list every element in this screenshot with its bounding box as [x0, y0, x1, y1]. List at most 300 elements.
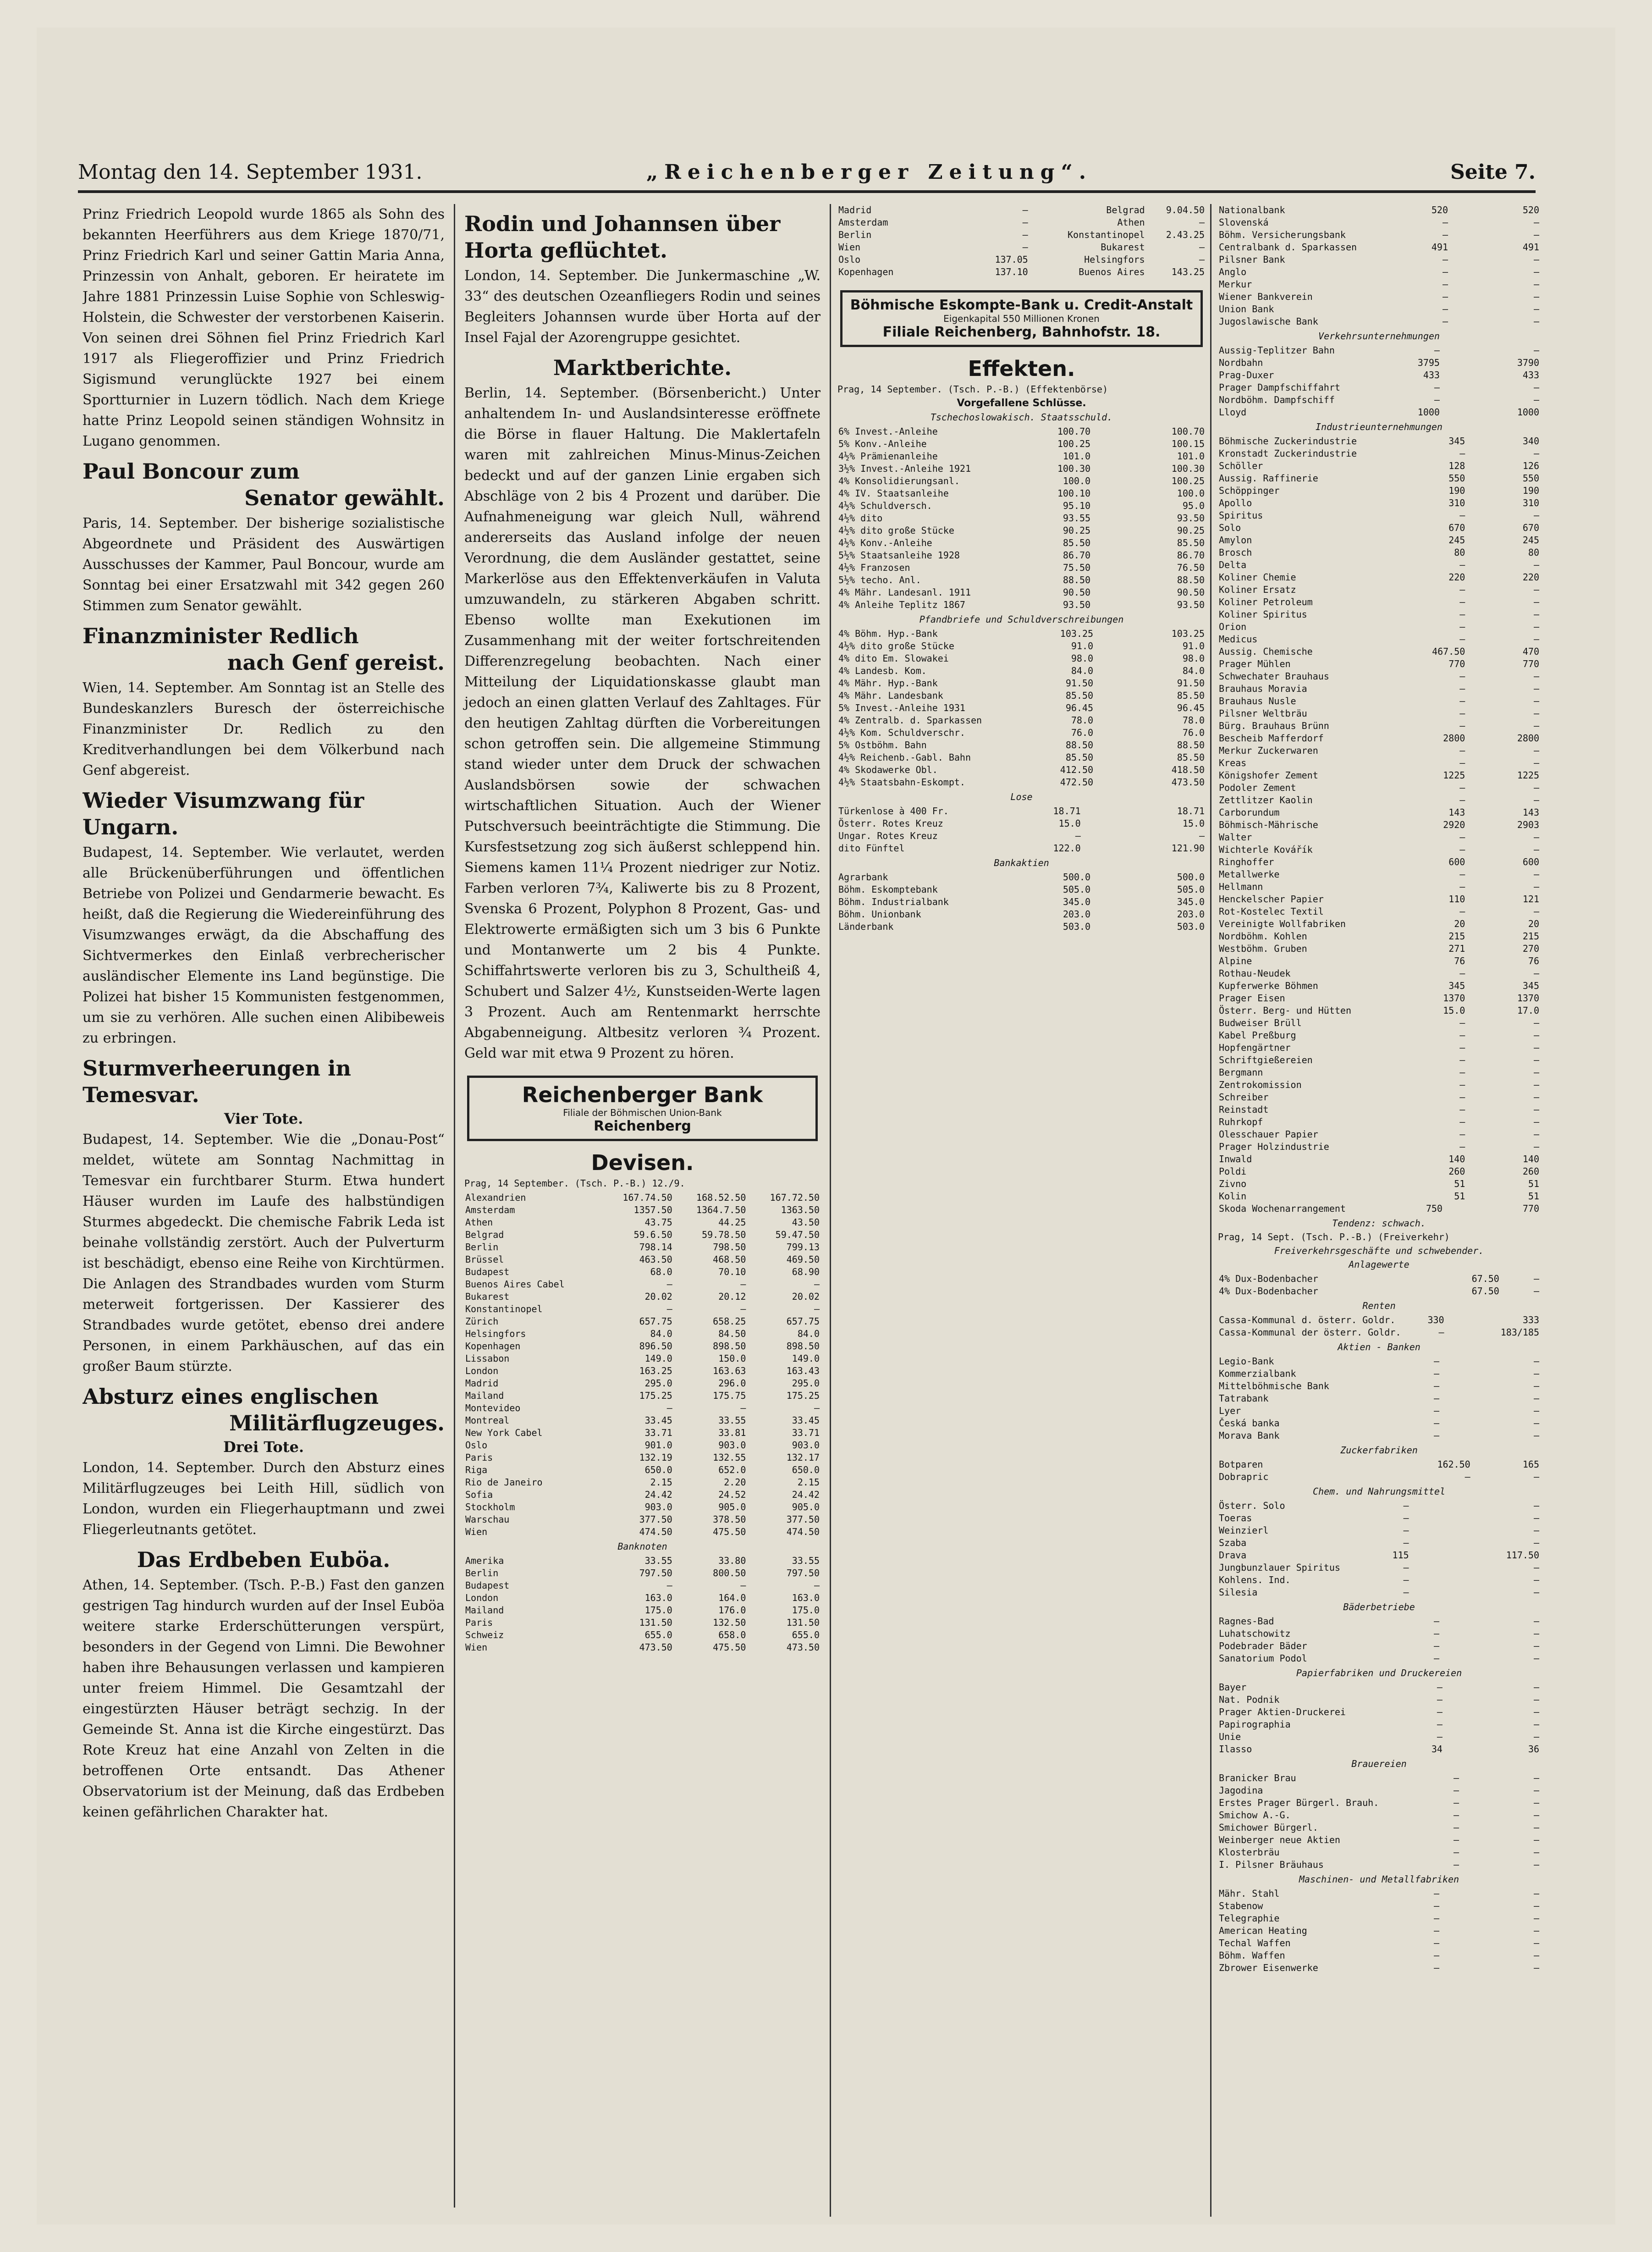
table-row: [1218, 1104, 1540, 1116]
quote-value: —: [740, 1402, 746, 1413]
table-row: [837, 652, 1206, 665]
security-name: Ungar. Rotes Kreuz: [838, 830, 938, 841]
quote-value: 600: [1522, 856, 1539, 867]
quote-value: —: [1434, 1405, 1440, 1416]
table-row: [1218, 1326, 1540, 1339]
quote-value: —: [1533, 1574, 1539, 1585]
quote-value: 903.0: [792, 1440, 820, 1451]
security-name: Merkur: [1219, 279, 1252, 290]
quote-value: —: [1434, 1950, 1440, 1961]
table-row: [464, 1216, 820, 1229]
security-name: Alexandrien: [465, 1192, 526, 1203]
quote-value: —: [1533, 757, 1539, 768]
table-row: [464, 1617, 820, 1629]
quote-value: —: [1533, 1356, 1539, 1367]
quote-value: 168.52.50: [696, 1192, 746, 1203]
verkehr-table: [1218, 344, 1540, 419]
quote-value: 100.70: [1171, 426, 1205, 437]
quote-value: 2800: [1443, 733, 1465, 744]
security-name: Aussig-Teplitzer Bahn: [1219, 345, 1335, 356]
table-row: [1218, 1809, 1540, 1821]
quote-value: —: [1437, 1719, 1443, 1730]
table-row: [464, 1328, 820, 1340]
quote-value: 68.90: [792, 1266, 820, 1277]
quote-value: 140: [1522, 1154, 1539, 1165]
quote-value: —: [1459, 968, 1465, 979]
table-row: [837, 438, 1206, 450]
security-name: Wien: [465, 1526, 488, 1537]
quote-value: 2920: [1443, 819, 1465, 830]
quote-value: —: [1533, 782, 1539, 793]
table-row: [1218, 1005, 1540, 1017]
quote-value: 122.0: [1053, 843, 1081, 854]
table-row: [1218, 1405, 1540, 1417]
table-row: [464, 1604, 820, 1617]
quote-value: 162.50: [1437, 1459, 1470, 1470]
security-name: Wichterle Kovářík: [1219, 844, 1313, 855]
security-name: 4% Dux-Bodenbacher: [1219, 1286, 1318, 1297]
zucker-table: [1218, 1458, 1540, 1483]
security-name: New York Cabel: [465, 1427, 543, 1438]
quote-value: —: [1533, 720, 1539, 731]
quote-value: 20.02: [792, 1291, 820, 1302]
table-row: [837, 537, 1206, 549]
table-row: [1218, 658, 1540, 670]
table-row: [1218, 1471, 1540, 1483]
quote-value: 903.0: [644, 1501, 672, 1512]
table-row: [1218, 315, 1540, 328]
security-name: Wien: [838, 242, 861, 253]
quote-value: 167.72.50: [770, 1192, 820, 1203]
security-name: Lloyd: [1219, 407, 1247, 418]
security-name: Podebrader Bäder: [1219, 1640, 1307, 1651]
table-row: [1218, 819, 1540, 831]
security-name: Jagodina: [1219, 1785, 1263, 1796]
quote-value: 103.25: [1171, 628, 1205, 639]
quote-value: 475.50: [713, 1526, 746, 1537]
table-row: [837, 463, 1206, 475]
quote-value: Belgrad: [1106, 204, 1145, 215]
quote-value: 220: [1522, 572, 1539, 583]
table-row: [1218, 1772, 1540, 1784]
zucker-label: Zuckerfabriken: [1340, 1445, 1418, 1456]
quote-value: —: [1533, 1562, 1539, 1573]
security-name: Oslo: [465, 1440, 488, 1451]
lose-label: Lose: [1010, 791, 1033, 802]
security-name: Slovenská: [1219, 217, 1269, 228]
article-redlich: Wien, 14. September. Am Sonntag ist an Stelle des Bundeskanzlers Buresch der österreichische Finanzminister Dr. Redlich zu den Kreditverhandlungen bei dem Völkerbund nach Genf abgereist.: [83, 680, 445, 778]
quote-value: 503.0: [1177, 921, 1205, 932]
quote-value: 33.80: [718, 1555, 746, 1566]
security-name: Skoda Wochenarrangement: [1219, 1203, 1346, 1214]
security-name: Schöller: [1219, 460, 1263, 471]
quote-value: 33.71: [644, 1427, 672, 1438]
security-name: Bürg. Brauhaus Brünn: [1219, 720, 1329, 731]
quote-value: 271: [1448, 943, 1465, 954]
security-name: 4½% dito große Stücke: [838, 640, 954, 651]
quote-value: —: [1459, 881, 1465, 892]
quote-value: 2903: [1517, 819, 1539, 830]
quote-value: —: [1434, 1430, 1440, 1441]
security-name: Warschau: [465, 1514, 510, 1525]
table-row: [464, 1229, 820, 1241]
security-name: Podoler Zement: [1219, 782, 1296, 793]
quote-value: 143.25: [1171, 266, 1205, 277]
table-row: [837, 702, 1206, 714]
quote-value: 78.0: [1071, 715, 1094, 726]
security-name: 4% Mähr. Landesanl. 1911: [838, 587, 971, 598]
devisen-table: [464, 1192, 820, 1538]
quote-value: —: [1459, 782, 1465, 793]
quote-value: 76.0: [1182, 727, 1205, 738]
quote-value: 93.50: [1177, 513, 1205, 524]
security-name: Berlin: [838, 229, 872, 240]
quote-value: 43.50: [792, 1217, 820, 1228]
table-row: [1218, 1054, 1540, 1066]
quote-value: 215: [1448, 931, 1465, 942]
quote-value: 33.81: [718, 1427, 746, 1438]
effekten-header: Prag, 14 September. (Tsch. P.-B.) (Effektenbörse): [837, 384, 1108, 395]
security-name: Unie: [1219, 1731, 1241, 1742]
quote-value: 90.50: [1177, 587, 1205, 598]
table-row: [1218, 1314, 1540, 1326]
quote-value: —: [1533, 1054, 1539, 1065]
table-row: [1218, 1091, 1540, 1104]
quote-value: 76: [1454, 955, 1465, 966]
security-name: Koliner Spiritus: [1219, 609, 1307, 620]
security-name: Mittelböhmische Bank: [1219, 1380, 1329, 1391]
quote-value: Bukarest: [1101, 242, 1145, 253]
quote-value: —: [1533, 266, 1539, 277]
quote-value: —: [1533, 1500, 1539, 1511]
security-name: Montreal: [465, 1415, 510, 1426]
quote-value: 345: [1522, 980, 1539, 991]
table-row: [464, 1526, 820, 1538]
quote-value: —: [1459, 671, 1465, 682]
quote-value: —: [1533, 1418, 1539, 1429]
quote-value: 117.50: [1506, 1550, 1539, 1561]
table-row: [1218, 1962, 1540, 1974]
security-name: dito Fünftel: [838, 843, 905, 854]
security-name: Zivno: [1219, 1178, 1247, 1189]
quote-value: —: [1022, 242, 1028, 253]
quote-value: —: [1434, 1888, 1440, 1899]
quote-value: —: [1459, 510, 1465, 521]
quote-value: —: [1459, 683, 1465, 694]
quote-value: 163.0: [792, 1592, 820, 1603]
security-name: Brüssel: [465, 1254, 504, 1265]
quote-value: —: [1459, 832, 1465, 843]
quote-value: 51: [1454, 1178, 1465, 1189]
quote-value: 85.50: [1065, 690, 1094, 701]
quote-value: 88.50: [1177, 574, 1205, 585]
quote-value: 84.0: [797, 1328, 820, 1339]
quote-value: 76.0: [1071, 727, 1094, 738]
quote-value: —: [1459, 621, 1465, 632]
security-name: 4% Dux-Bodenbacher: [1219, 1273, 1318, 1284]
quote-value: —: [1434, 1962, 1440, 1973]
security-name: Orion: [1219, 621, 1247, 632]
security-name: Zettlitzer Kaolin: [1219, 795, 1313, 806]
security-name: Zürich: [465, 1316, 499, 1327]
quote-value: —: [1022, 229, 1028, 240]
quote-value: —: [666, 1279, 672, 1290]
quote-value: —: [814, 1580, 820, 1591]
quote-value: —: [1454, 1810, 1459, 1821]
quote-value: —: [1533, 596, 1539, 607]
quote-value: 190: [1448, 485, 1465, 496]
security-name: Tatrabank: [1219, 1393, 1269, 1404]
table-row: [837, 425, 1206, 438]
security-name: Budapest: [465, 1266, 510, 1277]
table-row: [837, 714, 1206, 727]
table-row: [1218, 291, 1540, 303]
security-name: Mailand: [465, 1390, 504, 1401]
quote-value: 98.0: [1182, 653, 1205, 664]
top-rates-table: [837, 204, 1206, 278]
quote-value: —: [1459, 1116, 1465, 1127]
effekten-table: [837, 425, 1206, 611]
security-name: Wien: [465, 1642, 488, 1653]
quote-value: —: [1533, 1900, 1539, 1911]
quote-value: 9.04.50: [1166, 204, 1205, 215]
quote-value: —: [1533, 1785, 1539, 1796]
table-row: [1218, 460, 1540, 472]
quote-value: —: [666, 1580, 672, 1591]
quote-value: —: [1454, 1834, 1459, 1845]
column-3: [830, 204, 1206, 2217]
quote-value: 17.0: [1517, 1005, 1539, 1016]
freiverkehr-label: Freiverkehrsgeschäfte und schwebender.: [1274, 1245, 1484, 1256]
article-visum: Budapest, 14. September. Wie verlautet, werden alle Brückenüberführungen und öffentlichen Betriebe von Polizei und Gendarmerie bewacht. Es heißt, daß die Regierung die Wiedereinführung des Visumzwanges erwägt, da die Abschaffung des Sichtvermerkes den Einlaß verbrecherischer ausländischer Elemente ins Land begünstige. Die Polizei hat bisher 15 Kommunisten festgenommen, um sie zu verhören. Alle suchen einen Alibibeweis zu erbringen.: [83, 844, 445, 1046]
quote-value: —: [1437, 1706, 1443, 1717]
table-row: [1218, 229, 1540, 241]
table-row: [837, 817, 1206, 830]
table-row: [1218, 1937, 1540, 1949]
security-name: Stabenow: [1219, 1900, 1263, 1911]
security-name: Nordböhm. Dampfschiff: [1219, 394, 1335, 405]
quote-value: —: [1403, 1562, 1409, 1573]
quote-value: 100.15: [1171, 438, 1205, 449]
security-name: Prag-Duxer: [1219, 370, 1274, 381]
table-row: [464, 1241, 820, 1253]
quote-value: —: [1533, 1017, 1539, 1028]
security-name: Paris: [465, 1617, 493, 1628]
quote-value: —: [1533, 745, 1539, 756]
quote-value: —: [1533, 279, 1539, 290]
quote-value: —: [1434, 1937, 1440, 1948]
quote-value: —: [1022, 217, 1028, 228]
quote-value: Helsingfors: [1084, 254, 1145, 265]
quote-value: 1000: [1517, 407, 1539, 418]
quote-value: 67.50: [1471, 1273, 1499, 1284]
article-euboa: Athen, 14. September. (Tsch. P.-B.) Fast den ganzen gestrigen Tag hindurch wurden auf der Insel Euböa weitere starke Erderschütterungen verspürt, besonders in der Gegend von Limni. Die Bewohner haben ihre Behausungen verlassen und kampieren unter freiem Himmel. Die Gesamtzahl der eingestürzten Häuser beträgt sechzig. In der Gemeinde St. Anna ist die Kirche eingestürzt. Das Rote Kreuz hat eine Anzahl von Zelten in die betroffenen Orte entsandt. Das Athener Observatorium ist der Meinung, daß das Erdbeben keinen gefährlichen Charakter hat.: [83, 1577, 445, 1820]
quote-value: 245: [1522, 535, 1539, 546]
quote-value: 131.50: [786, 1617, 820, 1628]
quote-value: —: [1459, 795, 1465, 806]
bankaktien-table: [837, 871, 1206, 933]
table-row: [1218, 1524, 1540, 1537]
security-name: American Heating: [1219, 1925, 1307, 1936]
quote-value: 85.50: [1177, 537, 1205, 548]
security-name: 4% Konsolidierungsanl.: [838, 475, 960, 486]
quote-value: 468.50: [713, 1254, 746, 1265]
table-row: [1218, 1743, 1540, 1755]
quote-value: 797.50: [786, 1568, 820, 1579]
quote-value: 59.78.50: [702, 1229, 746, 1240]
quote-value: —: [1533, 1104, 1539, 1115]
quote-value: 15.0: [1182, 818, 1205, 829]
quote-value: 310: [1448, 497, 1465, 508]
quote-value: —: [1403, 1587, 1409, 1598]
table-row: [1218, 546, 1540, 559]
table-row: [837, 805, 1206, 817]
table-row: [1218, 1615, 1540, 1628]
table-row: [1218, 1355, 1540, 1368]
table-row: [837, 883, 1206, 896]
security-name: Mailand: [465, 1605, 504, 1616]
security-name: Lyer: [1219, 1405, 1241, 1416]
quote-value: 799.13: [786, 1242, 820, 1253]
table-row: [1218, 918, 1540, 930]
table-row: [837, 665, 1206, 677]
security-name: London: [465, 1365, 499, 1376]
renten-label: Renten: [1362, 1300, 1396, 1311]
security-name: Kolin: [1219, 1191, 1247, 1202]
security-name: 4% Zentralb. d. Sparkassen: [838, 715, 982, 726]
industrie-label: Industrieunternehmungen: [1316, 421, 1443, 432]
quote-value: —: [1533, 1731, 1539, 1742]
table-row: [837, 475, 1206, 487]
security-name: Prager Eisen: [1219, 993, 1285, 1004]
table-row: [1218, 497, 1540, 509]
quote-value: 418.50: [1171, 764, 1205, 775]
quote-value: —: [814, 1279, 820, 1290]
quote-value: —: [1434, 1628, 1440, 1639]
page-header: [78, 149, 1536, 193]
quote-value: —: [1533, 621, 1539, 632]
quote-value: 24.42: [644, 1489, 672, 1500]
quote-value: 1225: [1517, 770, 1539, 781]
quote-value: 770: [1522, 1203, 1539, 1214]
table-row: [1218, 745, 1540, 757]
quote-value: 2.15: [650, 1477, 672, 1488]
quote-value: 600: [1448, 856, 1465, 867]
quote-value: —: [1459, 559, 1465, 570]
quote-value: 203.0: [1177, 909, 1205, 920]
quote-value: 101.0: [1063, 451, 1091, 462]
table-row: [837, 524, 1206, 537]
headline-euboa: Das Erdbeben Euböa.: [137, 1547, 391, 1572]
security-name: Sofia: [465, 1489, 493, 1500]
table-row: [1218, 1681, 1540, 1694]
quote-value: 67.50: [1471, 1286, 1499, 1297]
quote-value: —: [1533, 832, 1539, 843]
quote-value: 34: [1431, 1744, 1443, 1755]
table-row: [1218, 485, 1540, 497]
security-name: Metallwerke: [1219, 869, 1280, 880]
quote-value: 75.50: [1063, 562, 1091, 573]
papier-label: Papierfabriken und Druckereien: [1296, 1667, 1462, 1678]
quote-value: —: [1459, 708, 1465, 719]
table-row: [1218, 1178, 1540, 1190]
quote-value: —: [1533, 1092, 1539, 1103]
quote-value: 463.50: [639, 1254, 672, 1265]
quote-value: —: [1533, 1380, 1539, 1391]
table-row: [837, 677, 1206, 690]
quote-value: —: [1533, 695, 1539, 707]
table-row: [837, 640, 1206, 652]
security-name: Prager Holzindustrie: [1219, 1141, 1329, 1152]
brauereien-table: [1218, 1772, 1540, 1871]
security-name: Stockholm: [465, 1501, 515, 1512]
security-name: Kopenhagen: [838, 266, 894, 277]
banknoten-table: [464, 1555, 820, 1654]
security-name: Athen: [465, 1217, 493, 1228]
security-name: Jugoslawische Bank: [1219, 316, 1318, 327]
table-row: [464, 1641, 820, 1654]
table-row: [1218, 1562, 1540, 1574]
table-row: [464, 1476, 820, 1489]
security-name: Botparen: [1219, 1459, 1263, 1470]
quote-value: 33.45: [792, 1415, 820, 1426]
table-row: [1218, 1417, 1540, 1430]
quote-value: 472.50: [1060, 777, 1094, 788]
table-row: [1218, 943, 1540, 955]
security-name: I. Pilsner Bräuhaus: [1219, 1859, 1324, 1870]
security-name: Vereinigte Wollfabriken: [1219, 918, 1346, 929]
quote-value: 90.25: [1177, 525, 1205, 536]
quote-value: —: [1459, 1079, 1465, 1090]
security-name: Brosch: [1219, 547, 1252, 558]
quote-value: —: [1533, 304, 1539, 315]
quote-value: —: [1454, 1772, 1459, 1783]
quote-value: 377.50: [639, 1514, 672, 1525]
quote-value: —: [1199, 242, 1205, 253]
quote-value: 132.17: [786, 1452, 820, 1463]
quote-value: 175.25: [639, 1390, 672, 1401]
table-row: [1218, 831, 1540, 844]
industrie-table: [1218, 435, 1540, 1203]
security-name: Ringhoffer: [1219, 856, 1274, 867]
security-name: Prager Mühlen: [1219, 658, 1291, 669]
quote-value: 20: [1454, 918, 1465, 929]
quote-value: —: [1533, 795, 1539, 806]
security-name: Zbrower Eisenwerke: [1219, 1962, 1318, 1973]
table-row: [1218, 1784, 1540, 1797]
quote-value: 345.0: [1063, 896, 1091, 907]
quote-value: —: [1459, 584, 1465, 595]
security-name: Toeras: [1219, 1512, 1252, 1523]
quote-value: 137.10: [995, 266, 1028, 277]
security-name: Olesschauer Papier: [1219, 1129, 1318, 1140]
quote-value: —: [1434, 1640, 1440, 1651]
security-name: 4½% Staatsbahn-Eskompt.: [838, 777, 965, 788]
table-row: [464, 1390, 820, 1402]
table-row: [1218, 216, 1540, 229]
table-row: [1218, 1392, 1540, 1405]
quote-value: 101.0: [1177, 451, 1205, 462]
table-row: [1218, 1694, 1540, 1706]
table-row: [1218, 1652, 1540, 1665]
table-row: [464, 1291, 820, 1303]
quote-value: —: [1533, 1847, 1539, 1858]
table-row: [837, 266, 1206, 278]
security-name: Szaba: [1219, 1537, 1247, 1548]
quote-value: 150.0: [718, 1353, 746, 1364]
security-name: Poldi: [1219, 1166, 1247, 1177]
table-row: [1218, 1458, 1540, 1471]
